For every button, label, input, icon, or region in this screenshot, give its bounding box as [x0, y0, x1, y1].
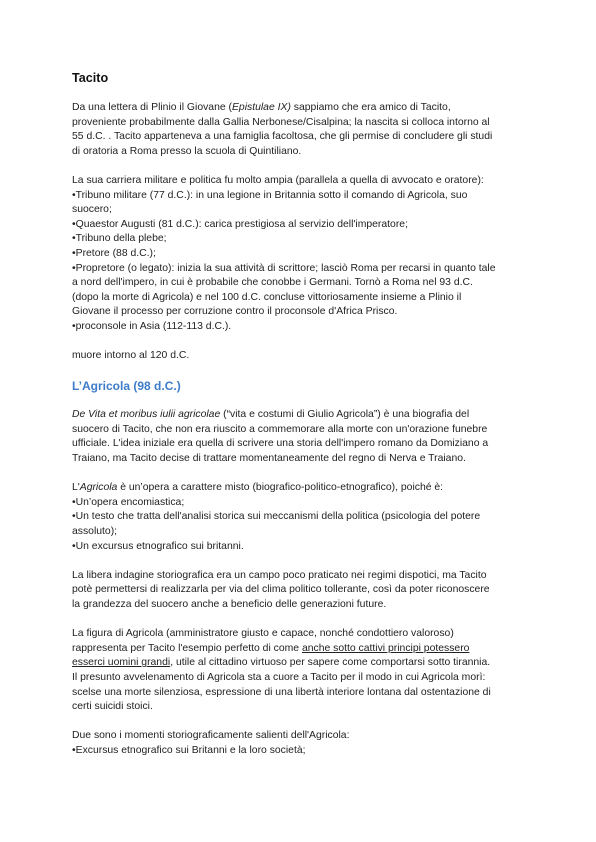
intro-line-1: [72, 101, 532, 116]
agricola-intro-line-3: ufficiale. L'idea iniziale era quella di scrivere una storia dell'impero romano da Domiziano a: [72, 438, 489, 450]
document-title: Tacito: [72, 71, 109, 85]
agricola-type-line-1: [72, 481, 532, 496]
career-line-10: Giovane il processo per corruzione contro il proconsole d'Africa Prisco.: [72, 306, 398, 318]
figura-line-5: scelse una morte silenziosa, espressione di una libertà interiore lontana dal ostentazione di: [72, 686, 491, 698]
career-line-2: •Tribuno militare (77 d.C.): in una legione in Britannia sotto il comando di Agricola, suo: [72, 189, 468, 201]
momenti-line-2: •Excursus etnografico sui Britanni e la loro società;: [72, 744, 306, 756]
career-line-8: a nord dell'impero, in cui è probabile che conobbe i Germani. Tornò a Roma nel 93 d.C.: [72, 277, 473, 289]
agricola-type-line-3: •Un testo che tratta dell'analisi storica sui meccanismi della politica (psicologia del potere: [72, 511, 481, 523]
intro-line-4: di oratoria a Roma presso la scuola di Quintiliano.: [72, 145, 302, 157]
agricola-type-text: L': [72, 482, 80, 494]
intro-paragraph: [72, 101, 532, 159]
agricola-heading: L’Agricola (98 d.C.): [72, 379, 181, 394]
agricola-type-line-5: •Un excursus etnografico sui britanni.: [72, 540, 244, 552]
career-line-1: La sua carriera militare e politica fu molto ampia (parallela a quella di avvocato e oratore):: [72, 174, 484, 186]
career-line-11: •proconsole in Asia (112-113 d.C.).: [72, 320, 232, 332]
agricola-intro-line-4: Traiano, ma Tacito decise di trattare momentaneamente del regno di Nerva e Traiano.: [72, 453, 466, 465]
libera-paragraph: [72, 569, 532, 613]
agricola-intro-line-1: [72, 408, 532, 423]
death-line: muore intorno al 120 d.C.: [72, 350, 190, 362]
momenti-paragraph: [72, 729, 532, 758]
career-line-6: •Pretore (88 d.C.);: [72, 247, 156, 259]
figura-line-4: Il presunto avvelenamento di Agricola sta a cuore a Tacito per il modo in cui Agricola morì:: [72, 671, 486, 683]
career-paragraph: [72, 174, 532, 335]
intro-line-3: 55 d.C. . Tacito apparteneva a una famiglia facoltosa, che gli permise di concludere gli studi: [72, 131, 493, 143]
libera-line-1: La libera indagine storiografica era un campo poco praticato nei regimi dispotici, ma Tacito: [72, 569, 487, 581]
figura-line-1: La figura di Agricola (amministratore giusto e capace, nonché condottiero valoroso): [72, 628, 454, 640]
epistulae-title: Epistulae IX): [232, 102, 291, 113]
agricola-italic: Agricola: [79, 482, 118, 494]
intro-text: Da una lettera di Plinio il Giovane (: [72, 102, 232, 113]
career-line-9: (dopo la morte di Agricola) e nel 100 d.C. concluse vittoriosamente insieme a Plinio il: [72, 291, 462, 303]
intro-line-2: proveniente probabilmente dalla Gallia Nerbonese/Cisalpina; la nascita si colloca intorno al: [72, 116, 490, 128]
agricola-type-line-2: •Un’opera encomiastica;: [72, 496, 185, 508]
agricola-type-text: è un’opera a carattere misto (biografico-politico-etnografico), poiché è:: [117, 482, 444, 494]
figura-paragraph: [72, 627, 532, 715]
agricola-type-line-4: assoluto);: [72, 526, 118, 538]
agricola-intro-text: (“vita e costumi di Giulio Agricola”) è una biografia del: [220, 409, 470, 421]
intro-text: sappiamo che era amico di Tacito,: [290, 102, 451, 113]
career-line-7: •Propretore (o legato): inizia la sua attività di scrittore; lasciò Roma per recarsi in quanto tale: [72, 262, 496, 274]
figura-line-2: [72, 642, 532, 657]
career-line-5: •Tribuno della plebe;: [72, 233, 167, 245]
document-page: [72, 70, 532, 773]
agricola-latin-title: De Vita et moribus iulii agricolae: [72, 409, 221, 421]
libera-line-2: potè permettersi di realizzarla per via del clima politico tollerante, così da poter riconoscere: [72, 584, 490, 596]
agricola-type-paragraph: [72, 481, 532, 554]
figura-line-3: [72, 656, 532, 671]
figura-line-6: certi suicidi stoici.: [72, 701, 153, 713]
underlined-phrase: esserci uomini grandi: [72, 657, 171, 669]
figura-text: , utile al cittadino virtuoso per sapere come comportarsi sotto tirannia.: [170, 657, 491, 669]
career-line-3: suocero;: [72, 204, 112, 216]
agricola-intro-paragraph: [72, 408, 532, 466]
momenti-line-1: Due sono i momenti storiograficamente salienti dell'Agricola:: [72, 730, 350, 742]
agricola-intro-line-2: suocero di Tacito, che non era riuscito a commemorare alla morte con un'orazione funebre: [72, 423, 488, 435]
underlined-phrase: anche sotto cattivi principi potessero: [301, 642, 470, 654]
figura-text: rappresenta per Tacito l'esempio perfetto di come: [72, 642, 302, 654]
career-line-4: •Quaestor Augusti (81 d.C.): carica prestigiosa al servizio dell'imperatore;: [72, 218, 408, 230]
death-paragraph: [72, 349, 532, 364]
libera-line-3: la grandezza del suocero anche a beneficio delle generazioni future.: [72, 599, 387, 610]
